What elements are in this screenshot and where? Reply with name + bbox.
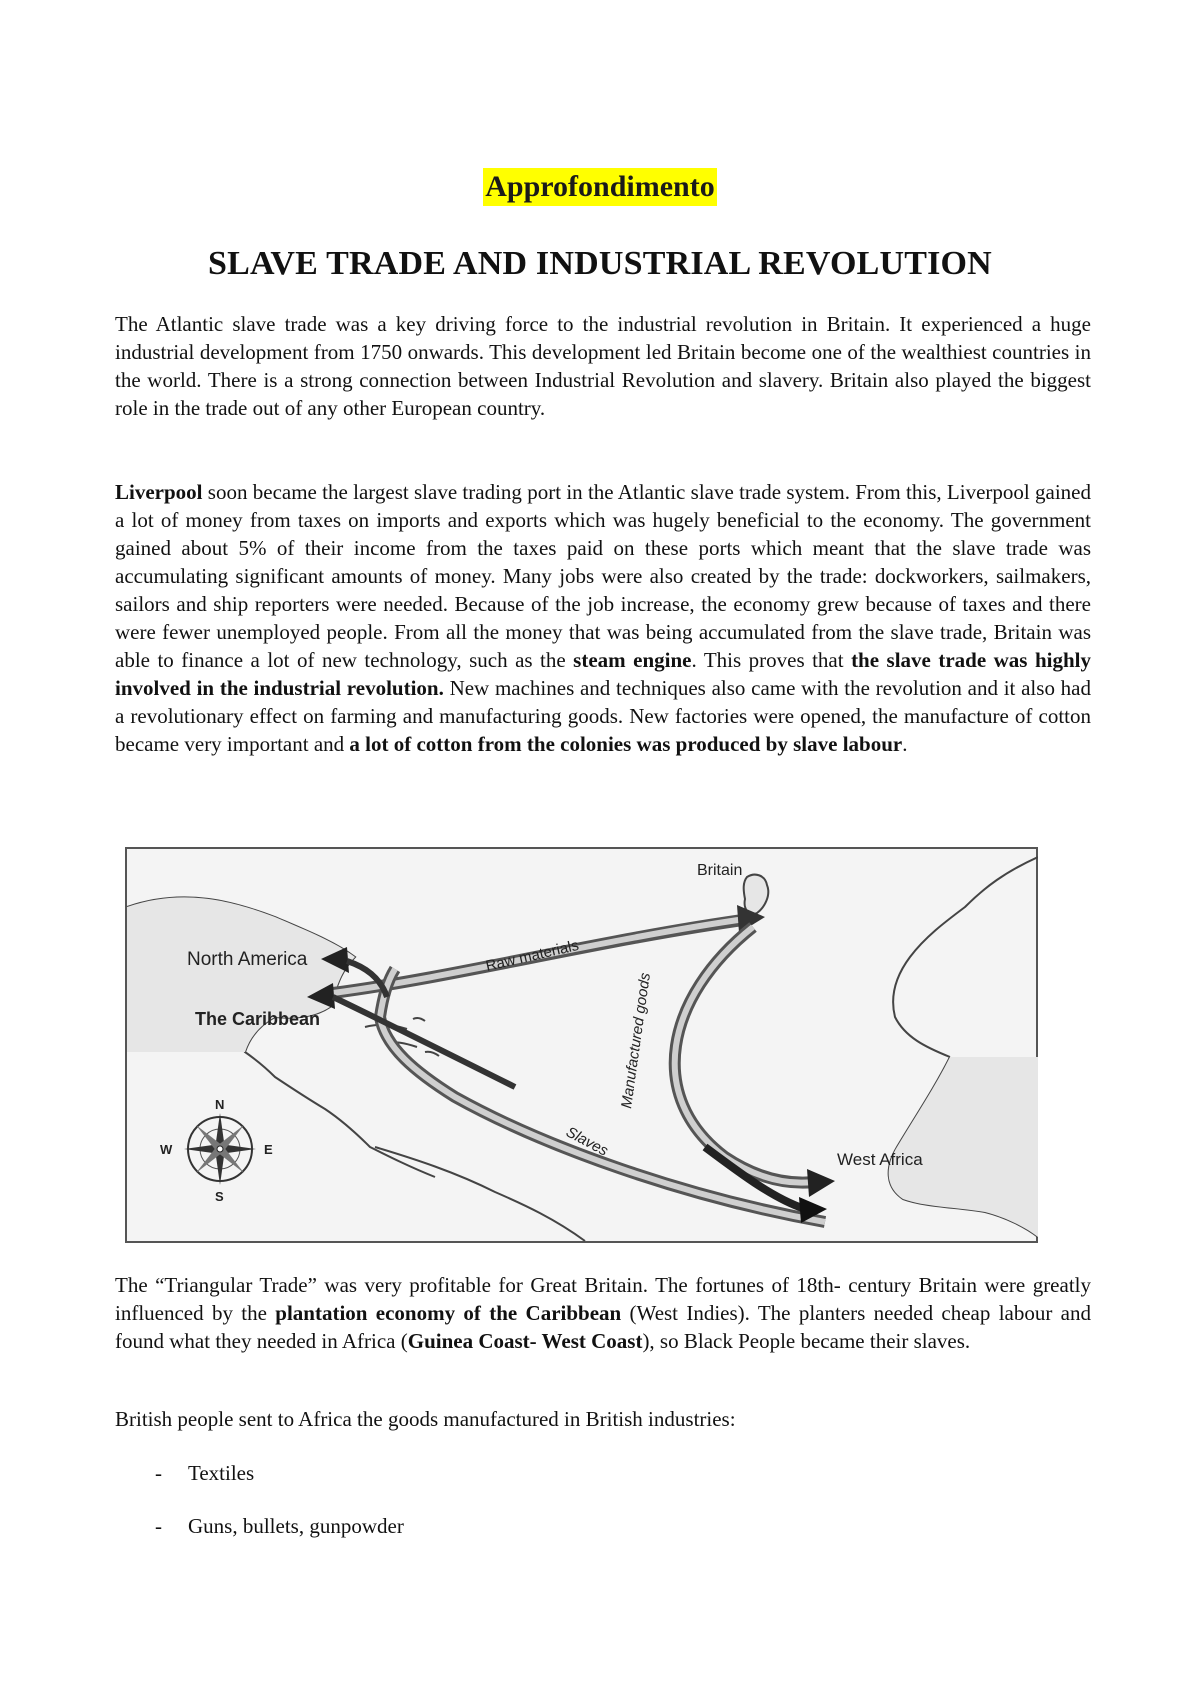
bold-highly-involved: the slave trade was highly involved in the industrial revolution. xyxy=(115,648,1091,700)
list-item-text: Guns, bullets, gunpowder xyxy=(188,1514,404,1538)
list-item-text: Textiles xyxy=(188,1461,255,1485)
paragraph-liverpool-text-c: New machines and techniques also came with the revolution and it also had a revolutionary effect on farming and manufacturing goods. New factories were opened, the manufacture of cotton became very important and xyxy=(115,676,1091,756)
map-label-manufactured-goods: Manufactured goods xyxy=(618,971,654,1110)
paragraph-intro: The Atlantic slave trade was a key driving force to the industrial revolution in Britain. It experienced a huge industrial development from 1750 onwards. This development led Britain become one of the wealthiest countries in the world. There is a strong connection between Industrial Revolution and slavery. Britain also played the biggest role in the trade out of any other European country. xyxy=(115,312,1091,420)
paragraph-triangular-text-b: (West Indies). The planters needed cheap labour and found what they needed in Africa ( xyxy=(115,1301,1091,1353)
map-label-caribbean: The Caribbean xyxy=(195,1009,321,1029)
list-dash: - xyxy=(155,1514,162,1538)
map-label-north-america: North America xyxy=(187,949,308,970)
compass-n: N xyxy=(215,1097,225,1112)
paragraph-triangular-trade xyxy=(115,1271,1091,1355)
bold-guinea-coast: Guinea Coast- West Coast xyxy=(407,1329,643,1353)
map-label-slaves: Slaves xyxy=(563,1123,611,1160)
list-dash: - xyxy=(155,1461,162,1485)
paragraph-liverpool-text-d: . xyxy=(902,732,908,756)
paragraph-liverpool-text-a: soon became the largest slave trading port in the Atlantic slave trade system. From this, Liverpool gained a lot of money from taxes on imports and exports which was hugely beneficial to the economy. The government gained about 5% of their income from the taxes paid on these ports which meant that the slave trade was accumulating significant amounts of money. Many jobs were also created by the trade: dockworkers, sailmakers, sailors and ship reporters were needed. Because of the job increase, the economy grew because of taxes and there were fewer unemployed people. From all the money that was being accumulated from the slave trade, Britain was able to finance a lot of new technology, such as the xyxy=(115,480,1091,672)
paragraph-liverpool xyxy=(115,478,1091,758)
list-item xyxy=(155,1459,254,1487)
bold-cotton: a lot of cotton from the colonies was produced by slave labour xyxy=(349,732,903,756)
paragraph-triangular-text-c: ), so Black People became their slaves. xyxy=(642,1329,971,1353)
compass-w: W xyxy=(160,1142,173,1157)
bold-plantation-economy: plantation economy of the Caribbean xyxy=(275,1301,622,1325)
map-label-raw-materials: Raw materials xyxy=(484,936,581,975)
label-wrapper xyxy=(0,168,1200,206)
paragraph-british-goods: British people sent to Africa the goods manufactured in British industries: xyxy=(115,1407,736,1431)
bold-steam-engine: steam engine xyxy=(573,648,692,672)
page-title: SLAVE TRADE AND INDUSTRIAL REVOLUTION xyxy=(208,245,992,282)
paragraph-triangular-text-a: The “Triangular Trade” was very profitable for Great Britain. The fortunes of 18th- century Britain were greatly influenced by the xyxy=(115,1273,1091,1325)
compass-s: S xyxy=(215,1189,224,1204)
triangular-trade-map xyxy=(125,847,1038,1243)
bold-liverpool: Liverpool xyxy=(115,480,203,504)
map-label-west-africa: West Africa xyxy=(837,1150,923,1169)
section-label: Approfondimento xyxy=(483,168,716,206)
map-label-britain: Britain xyxy=(697,862,743,879)
list-item xyxy=(155,1512,404,1540)
compass-e: E xyxy=(264,1142,273,1157)
paragraph-liverpool-text-b: . This proves that xyxy=(691,648,852,672)
